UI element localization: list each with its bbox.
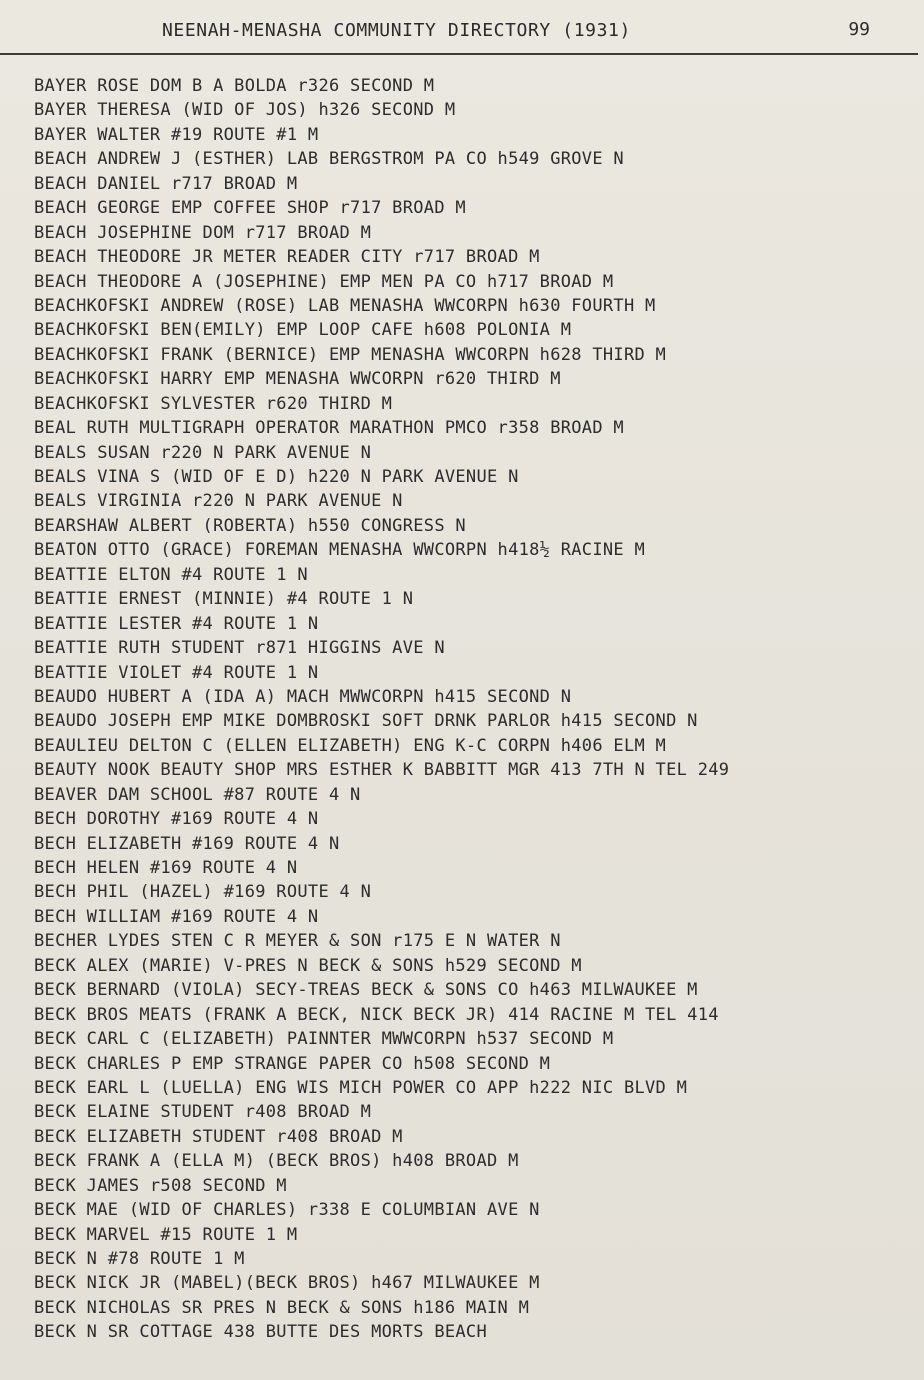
directory-entry: BAYER WALTER #19 ROUTE #1 M [34,124,319,145]
directory-entry: BECK N #78 ROUTE 1 M [34,1249,245,1269]
page-number: 99 [848,19,870,40]
directory-entry: BEATTIE ELTON #4 ROUTE 1 N [34,564,308,585]
directory-entry: BEARSHAW ALBERT (ROBERTA) h550 CONGRESS N [34,515,466,536]
directory-entry: BECK MARVEL #15 ROUTE 1 M [34,1224,298,1245]
directory-entry: BECK ELAINE STUDENT r408 BROAD M [34,1102,372,1123]
page-header [0,14,924,54]
directory-entry: BECH WILLIAM #169 ROUTE 4 N [34,906,319,927]
directory-entry: BEAUDO JOSEPH EMP MIKE DOMBROSKI SOFT DRNK PARLOR h415 SECOND N [34,711,698,732]
directory-title: NEENAH-MENASHA COMMUNITY DIRECTORY (1931) [162,20,631,41]
directory-entry: BECK MAE (WID OF CHARLES) r338 E COLUMBIAN AVE N [34,1200,540,1221]
directory-entry: BEACH ANDREW J (ESTHER) LAB BERGSTROM PA CO h549 GROVE N [34,149,624,170]
directory-entry: BECHER LYDES STEN C R MEYER & SON r175 E N WATER N [34,931,561,952]
directory-entry: BEAUTY NOOK BEAUTY SHOP MRS ESTHER K BABBITT MGR 413 7TH N TEL 249 [34,760,730,781]
directory-entry: BECK NICHOLAS SR PRES N BECK & SONS h186 MAIN M [34,1297,530,1318]
directory-entry: BECK JAMES r508 SECOND M [34,1175,287,1196]
directory-entry: BECH ELIZABETH #169 ROUTE 4 N [34,833,340,854]
directory-entry: BAYER THERESA (WID OF JOS) h326 SECOND M [34,100,456,121]
directory-entry: BEACHKOFSKI HARRY EMP MENASHA WWCORPN r620 THIRD M [34,369,561,390]
directory-entry: BEACH THEODORE JR METER READER CITY r717 BROAD M [34,247,540,268]
directory-entry: BEALS VIRGINIA r220 N PARK AVENUE N [34,491,403,512]
directory-entry: BEAULIEU DELTON C (ELLEN ELIZABETH) ENG K-C CORPN h406 ELM M [34,735,667,756]
directory-entry: BEACH JOSEPHINE DOM r717 BROAD M [34,222,372,243]
directory-entry: BECK CHARLES P EMP STRANGE PAPER CO h508 SECOND M [34,1053,551,1074]
directory-entry: BEAL RUTH MULTIGRAPH OPERATOR MARATHON PMCO r358 BROAD M [34,418,624,439]
directory-entry: BEATTIE VIOLET #4 ROUTE 1 N [34,662,319,683]
directory-entry: BECK CARL C (ELIZABETH) PAINNTER MWWCORPN h537 SECOND M [34,1029,614,1050]
directory-entry: BECK NICK JR (MABEL)(BECK BROS) h467 MILWAUKEE M [34,1273,540,1294]
directory-entry: BEATTIE LESTER #4 ROUTE 1 N [34,613,319,634]
directory-entry: BECK EARL L (LUELLA) ENG WIS MICH POWER CO APP h222 NIC BLVD M [34,1077,688,1098]
directory-entries [34,74,918,1345]
directory-entry: BECK BROS MEATS (FRANK A BECK, NICK BECK JR) 414 RACINE M TEL 414 [34,1004,719,1025]
directory-entry: BEATTIE RUTH STUDENT r871 HIGGINS AVE N [34,638,445,659]
directory-entry: BECH HELEN #169 ROUTE 4 N [34,858,298,878]
directory-entry: BECK ALEX (MARIE) V-PRES N BECK & SONS h529 SECOND M [34,955,582,976]
directory-entry: BEALS SUSAN r220 N PARK AVENUE N [34,442,372,463]
directory-entry: BECK N SR COTTAGE 438 BUTTE DES MORTS BEACH [34,1322,487,1343]
directory-entry: BEATON OTTO (GRACE) FOREMAN MENASHA WWCORPN h418½ RACINE M [34,540,646,561]
directory-entry: BEACHKOFSKI SYLVESTER r620 THIRD M [34,393,393,414]
directory-entry: BEATTIE ERNEST (MINNIE) #4 ROUTE 1 N [34,589,414,610]
directory-entry: BEAVER DAM SCHOOL #87 ROUTE 4 N [34,784,361,805]
header-rule [0,53,918,55]
directory-entry: BEACH DANIEL r717 BROAD M [34,173,298,194]
directory-entry: BEAUDO HUBERT A (IDA A) MACH MWWCORPN h415 SECOND N [34,686,572,707]
directory-entry: BECH PHIL (HAZEL) #169 ROUTE 4 N [34,882,372,903]
directory-entry: BEACH GEORGE EMP COFFEE SHOP r717 BROAD M [34,198,466,219]
directory-entry: BECK BERNARD (VIOLA) SECY-TREAS BECK & SONS CO h463 MILWAUKEE M [34,980,698,1001]
directory-entry: BEACHKOFSKI ANDREW (ROSE) LAB MENASHA WWCORPN h630 FOURTH M [34,295,656,316]
directory-entry: BECK ELIZABETH STUDENT r408 BROAD M [34,1126,403,1147]
directory-entry: BEACHKOFSKI FRANK (BERNICE) EMP MENASHA WWCORPN h628 THIRD M [34,344,667,365]
directory-entry: BEACH THEODORE A (JOSEPHINE) EMP MEN PA CO h717 BROAD M [34,271,614,292]
directory-entry: BECK FRANK A (ELLA M) (BECK BROS) h408 BROAD M [34,1151,519,1172]
directory-entry: BEALS VINA S (WID OF E D) h220 N PARK AVENUE N [34,467,519,487]
directory-entry: BECH DOROTHY #169 ROUTE 4 N [34,809,319,830]
directory-entry: BAYER ROSE DOM B A BOLDA r326 SECOND M [34,76,435,96]
directory-entry: BEACHKOFSKI BEN(EMILY) EMP LOOP CAFE h608 POLONIA M [34,320,572,341]
